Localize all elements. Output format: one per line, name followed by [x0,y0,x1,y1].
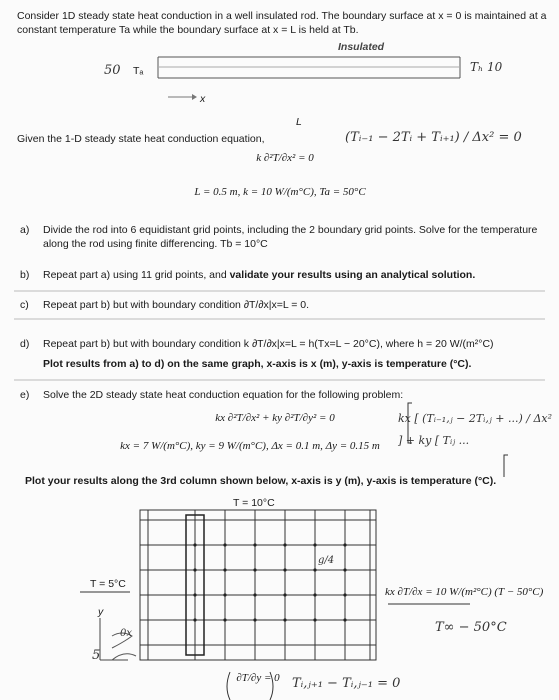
L-label: L [296,116,302,128]
grid-right-hand-note: T∞ − 50°C [435,620,507,635]
rod-left-hand-note: 50 [104,63,121,78]
grid-corner-hand-note: g/4 [318,555,335,566]
insulated-label: Insulated [338,41,385,53]
part-c-label: c) [20,299,29,311]
part-e-params: kx = 7 W/(m°C), ky = 9 W/(m°C), Δx = 0.1 m, Δy = 0.15 m [120,440,380,452]
part-c-text: Repeat part b) but with boundary condition ∂T/∂x|x=L = 0. [43,299,310,311]
part-e-equation: kx ∂²T/∂x² + ky ∂²T/∂y² = 0 [215,412,335,424]
part-a-line-2: along the rod using finite differencing. Tb = 10°C [43,238,268,250]
part-b-text-plain: Repeat part a) using 11 grid points, and [43,269,230,281]
rod-left-temp-label: Tₐ [133,65,144,77]
part-e-text: Solve the 2D steady state heat conduction equation for the following problem: [43,389,404,401]
grid-left-hand-note: 5 [92,648,101,663]
intro-line-1: Consider 1D steady state heat conduction in a well insulated rod. The boundary surface at x = 0 is maintained at a [17,10,547,22]
part-e-label: e) [20,389,30,401]
part-a-label: a) [20,224,30,236]
rod-right-temp-label: Tₕ 10 [470,60,503,74]
x-axis-label: x [200,93,206,105]
grid-right-bc: kx ∂T/∂x = 10 W/(m²°C) (T − 50°C) [385,586,544,598]
grid-bottom-hand-note: Tᵢ,ⱼ₊₁ − Tᵢ,ⱼ₋₁ = 0 [292,676,401,691]
intro-line-2: constant temperature Ta while the boundary surface at x = L is held at Tb. [17,24,359,36]
given-params: L = 0.5 m, k = 10 W/(m°C), Ta = 50°C [194,186,366,198]
part-e-plot-note: Plot your results along the 3rd column shown below, x-axis is y (m), y-axis is temperature (°C). [25,475,497,487]
part-e-hand-note: kx [ (Tᵢ₋₁,ⱼ − 2Tᵢ,ⱼ + ...) / Δx² ] + ky [ Tᵢⱼ ... [398,412,553,447]
given-hand-equation: (Tᵢ₋₁ − 2Tᵢ + Tᵢ₊₁) / Δx² = 0 [345,130,522,145]
grid-origin-hand-note: 0x [120,628,133,639]
part-a-line-1: Divide the rod into 6 equidistant grid points, including the 2 boundary grid points. Solve for the temperature [43,224,538,236]
grid-left-bc: T = 5°C [90,578,126,590]
given-text: Given the 1-D steady state heat conduction equation, [17,133,265,145]
given-equation: k ∂²T/∂x² = 0 [256,152,314,164]
part-b-label: b) [20,269,30,281]
grid-y-label: y [98,606,104,618]
grid-bottom-bc: ∂T/∂y = 0 [236,672,280,684]
grid-top-bc: T = 10°C [233,497,275,509]
part-d-text: Repeat part b) but with boundary condition k ∂T/∂x|x=L = h(Tx=L − 20°C), where h = 20 W/(m²°C) [43,338,494,350]
part-b-text-bold: validate your results using an analytical solution. [229,269,476,281]
part-d-label: d) [20,338,30,350]
plot-note: Plot results from a) to d) on the same graph, x-axis is x (m), y-axis is temperature (°C). [43,358,472,370]
part-b-text [43,268,475,282]
